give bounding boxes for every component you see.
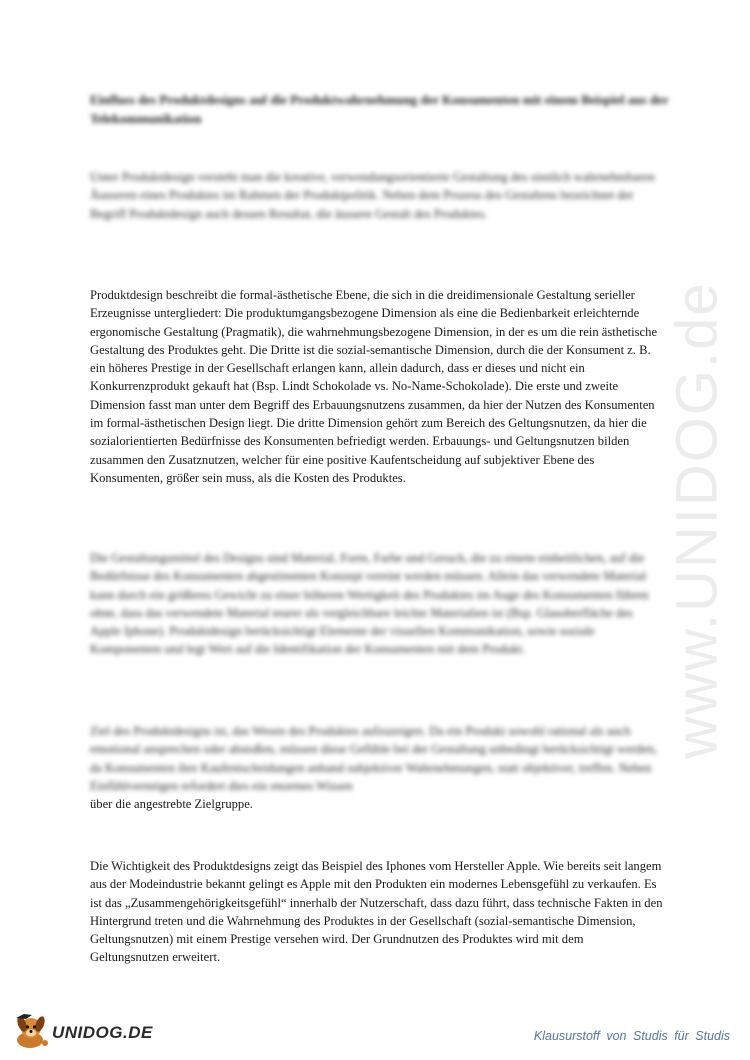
paragraph-1-blurred: Unter Produktdesign versteht man die kreative, verwendungsorientierte Gestaltung des sinnlich wahrnehmbaren Äusseren eines Produktes im Rahmen der Produktpolitik. Neben dem Prozess des Gestaltens bezeichnet der Begriff Produktdesign auch dessen Resultat, die äussere Gestalt des Produktes.	[90, 170, 655, 221]
footer-tagline: Klausurstoff von Studis für Studis	[533, 1029, 730, 1043]
paragraph-4-blurred: Ziel des Produktdesigns ist, das Wesen des Produktes aufzuzeigen. Da ein Produkt sowohl rational als auch emotional ansprechen oder abstoßen, müssen diese Gefühle bei der Gestaltung unbedingt berücksichtigt werden, da Konsumenten ihre Kaufentscheidungen anhand subjektiver Wahrnehmungen, statt objektiver, treffen. Neben Einfühlvermögen erfordert dies ein enormes Wissen	[90, 724, 658, 793]
document-title: Einfluss des Produktdesigns auf die Produktwahrnehmung der Konsumenten mit einem Beispiel aus der Telekommunikation	[90, 92, 669, 126]
logo-text: UNIDOG.DE	[52, 1023, 153, 1042]
paragraph-4-end: über die angestrebte Zielgruppe.	[90, 797, 253, 811]
paragraph-3-blurred: Die Gestaltungsmittel des Designs sind Material, Form, Farbe und Geruch, die zu einem einheitlichen, auf die Bedürfnisse des Konsumenten abgestimmten Konzept vereint werden müssen. Allein das verwendete Material kann durch ein größeres Gewicht zu einer höheren Wertigkeit des Produktes im Auge des Konsumenten führen ohne, dass das verwendete Material teurer als vergleichbare leichte Materialien ist (Bsp. Glasoberfläche des Apple Iphone). Produktdesign berücksichtigt Elemente der visuellen Kommunikation, sowie soziale Komponenten und legt Wert auf die Identifikation der Konsumenten mit dem Produkt.	[90, 551, 649, 657]
unidog-logo[interactable]	[10, 1010, 180, 1050]
paragraph-5: Die Wichtigkeit des Produktdesigns zeigt das Beispiel des Iphones vom Hersteller Apple. Wie bereits seit langem aus der Modeindustrie bekannt gelingt es Apple mit den Produkten ein modernes Lebensgefühl zu verkaufen. Es ist das „Zusammengehörigkeitsgefühl“ innerhalb der Nutzerschaft, dass dazu führt, dass technische Fakten in den Hintergrund treten und die Wahrnehmung des Produktes in der Gesellschaft (sozial-semantische Dimension, Geltungsnutzen) mit einem Prestige versehen wird. Der Grundnutzen des Produktes wird mit dem Geltungsnutzen erweitert.	[90, 859, 663, 965]
paragraph-2: Produktdesign beschreibt die formal-ästhetische Ebene, die sich in die dreidimensionale Gestaltung serieller Erzeugnisse untergliedert: Die produktumgangsbezogene Dimension als eine die Bedienbarkeit erleichternde ergonomische Gestaltung (Pragmatik), die wahrnehmungsbezogene Dimension, in der es um die rein ästhetische Gestaltung des Produktes geht. Die Dritte ist die sozial-semantische Dimension, durch die der Konsument z. B. ein höheres Prestige in der Gesellschaft erlangen kann, allein dadurch, dass er dieses und nicht ein Konkurrenzprodukt gekauft hat (Bsp. Lindt Schokolade vs. No-Name-Schokolade). Die erste und zweite Dimension fasst man unter dem Begriff des Erbauungsnutzens zusammen, da hier der Nutzen des Konsumenten im formal-ästhetischen Design liegt. Die dritte Dimension gehört zum Bereich des Geltungsnutzen, da hier die sozialorientierten Bedürfnisse des Konsumenten befriedigt werden. Erbauungs- und Geltungsnutzen bilden zusammen den Zusatznutzen, welcher für eine positive Kaufentscheidung auf subjektiver Ebene des Konsumenten, größer sein muss, als die Kosten des Produktes.	[90, 288, 658, 485]
dog-mascot-icon	[10, 1010, 54, 1050]
watermark: www.UNIDOG.de	[664, 281, 730, 759]
